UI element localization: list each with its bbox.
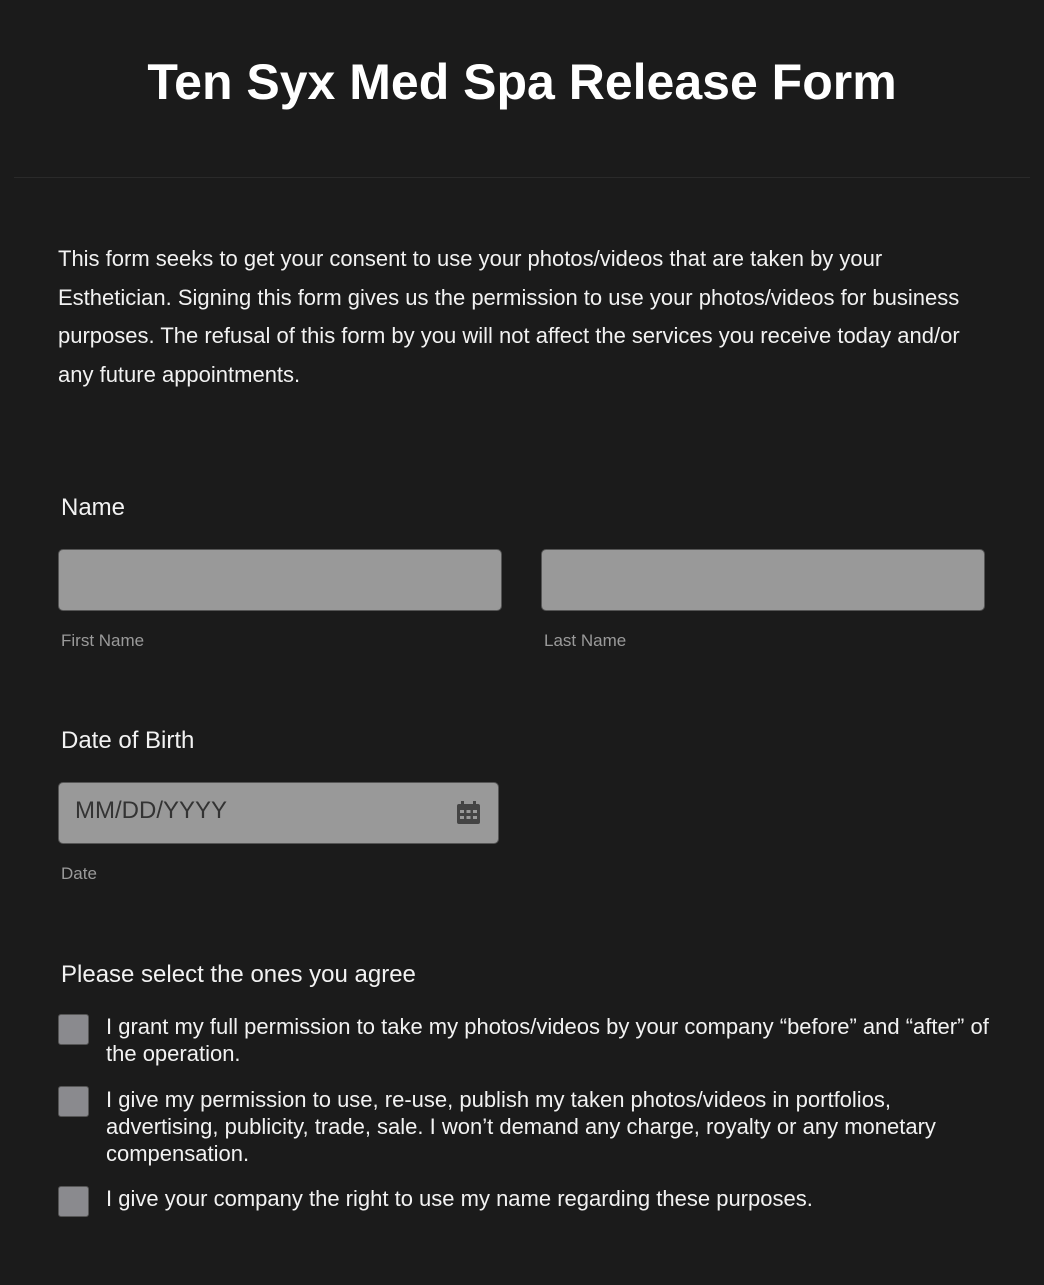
name-label: Name (61, 494, 126, 521)
agree-checkbox-3[interactable] (58, 1186, 89, 1217)
first-name-input[interactable] (58, 549, 502, 611)
dob-placeholder: MM/DD/YYYY (75, 797, 228, 824)
dob-sublabel: Date (61, 864, 97, 883)
form-description: This form seeks to get your consent to use your photos/videos that are taken by your Esthetician. Signing this form gives us the permission to use your photos/videos for business purposes. The refusal of this form by you will not affect the services you receive today and/or any future appointments. (58, 246, 960, 387)
first-name-sublabel: First Name (61, 631, 145, 650)
dob-input[interactable] (58, 782, 499, 844)
agree-option-1[interactable]: I grant my full permission to take my photos/videos by your company “before” and “after” of the operation. (106, 1014, 989, 1066)
dob-label: Date of Birth (61, 727, 195, 754)
form-title: Ten Syx Med Spa Release Form (147, 53, 897, 110)
last-name-sublabel: Last Name (544, 631, 627, 650)
agree-option-3[interactable]: I give your company the right to use my name regarding these purposes. (106, 1186, 813, 1211)
form-header (14, 0, 1030, 178)
agree-checkbox-1[interactable] (58, 1014, 89, 1045)
calendar-icon[interactable] (456, 801, 481, 825)
agree-checkbox-2[interactable] (58, 1086, 89, 1117)
agree-label: Please select the ones you agree (61, 961, 416, 988)
last-name-input[interactable] (541, 549, 985, 611)
agree-option-2[interactable]: I give my permission to use, re-use, publish my taken photos/videos in portfolios, advertising, publicity, trade, sale. I won’t demand any charge, royalty or any monetary compensation. (106, 1087, 936, 1166)
